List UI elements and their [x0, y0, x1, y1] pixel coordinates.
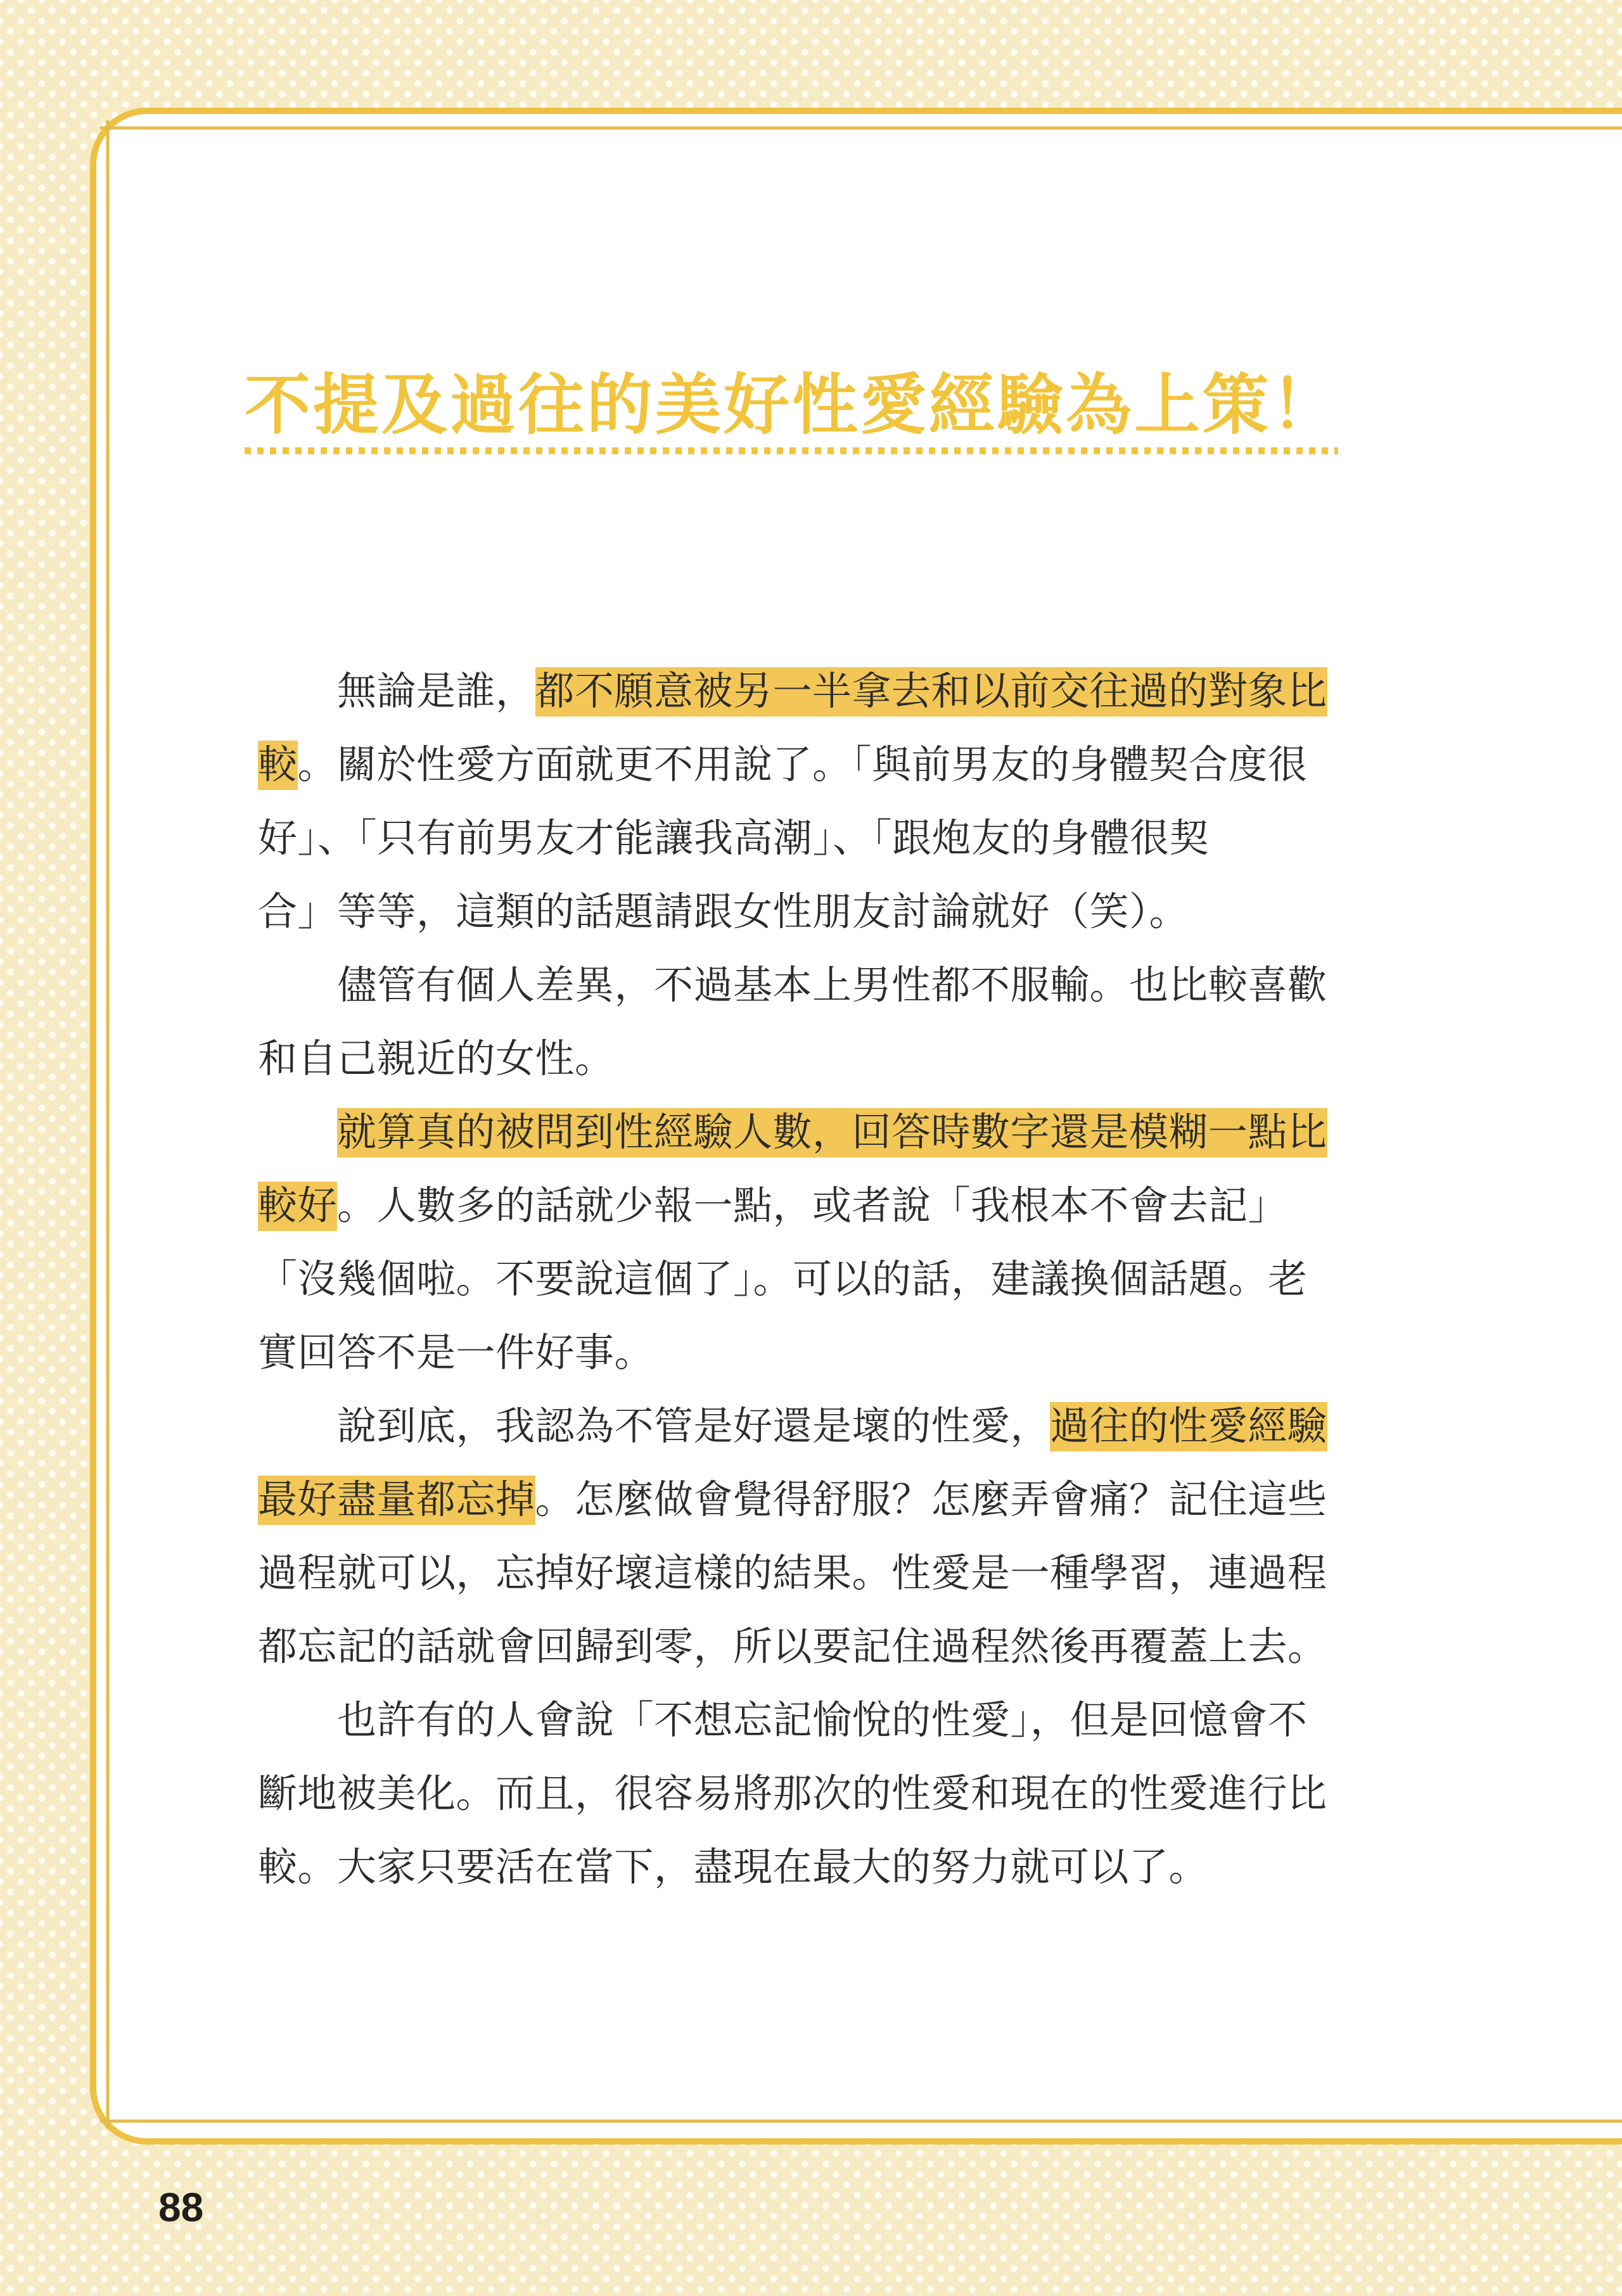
text-line	[258, 876, 1335, 949]
highlighted-text: 就算真的被問到性經驗人數，回答時數字還是模糊一點比	[337, 1108, 1327, 1158]
text-line	[258, 802, 1335, 876]
text-segment: 好」、「只有前男友才能讓我高潮」、「跟炮友的身體很契	[258, 817, 1210, 860]
text-line	[258, 1023, 1335, 1096]
highlighted-text: 較	[258, 741, 298, 790]
text-line	[258, 1610, 1335, 1684]
text-line	[258, 1831, 1335, 1904]
text-segment: 。人數多的話就少報一點，或者說「我根本不會去記」	[337, 1185, 1288, 1228]
title-dotted-underline	[245, 447, 1338, 454]
text-line	[258, 1464, 1335, 1537]
text-line	[258, 949, 1335, 1023]
text-segment: 無論是誰，	[337, 670, 535, 713]
highlighted-text: 最好盡量都忘掉	[258, 1476, 535, 1525]
text-segment: 儘管有個人差異，不過基本上男性都不服輸。也比較喜歡	[337, 964, 1327, 1007]
text-segment: 過程就可以，忘掉好壞這樣的結果。性愛是一種學習，連過程	[258, 1552, 1327, 1595]
text-segment: 說到底，我認為不管是好還是壞的性愛，	[337, 1405, 1050, 1448]
text-segment: 較。大家只要活在當下，盡現在最大的努力就可以了。	[258, 1846, 1209, 1889]
body-text	[258, 655, 1335, 1904]
text-line	[258, 1537, 1335, 1610]
text-line	[258, 1243, 1335, 1317]
highlighted-text: 都不願意被另一半拿去和以前交往過的對象比	[535, 667, 1327, 717]
text-segment: 斷地被美化。而且，很容易將那次的性愛和現在的性愛進行比	[258, 1773, 1327, 1816]
text-line	[258, 1170, 1335, 1243]
text-segment: 實回答不是一件好事。	[258, 1332, 655, 1375]
text-segment: 和自己親近的女性。	[258, 1038, 615, 1081]
text-segment: 都忘記的話就會回歸到零，所以要記住過程然後再覆蓋上去。	[258, 1626, 1327, 1669]
text-segment: 。關於性愛方面就更不用說了。「與前男友的身體契合度很	[297, 744, 1308, 787]
page-title: 不提及過往的美好性愛經驗為上策！	[245, 369, 1340, 442]
text-segment: 「沒幾個啦。不要說這個了」。可以的話，建議換個話題。老	[258, 1258, 1308, 1301]
text-segment: 也許有的人會說「不想忘記愉悅的性愛」，但是回憶會不	[337, 1699, 1308, 1742]
text-line	[258, 729, 1335, 802]
highlighted-text: 較好	[258, 1182, 337, 1231]
text-line	[258, 1096, 1335, 1170]
page-number: 88	[158, 2184, 204, 2230]
text-segment: 合」等等，這類的話題請跟女性朋友討論就好（笑）。	[258, 891, 1189, 934]
text-line	[258, 1390, 1335, 1464]
highlighted-text: 過往的性愛經驗	[1050, 1402, 1327, 1451]
text-line	[258, 1757, 1335, 1831]
text-line	[258, 1684, 1335, 1757]
text-line	[258, 1317, 1335, 1390]
text-line	[258, 655, 1335, 729]
text-segment: 。怎麼做會覺得舒服？怎麼弄會痛？記住這些	[535, 1479, 1327, 1522]
